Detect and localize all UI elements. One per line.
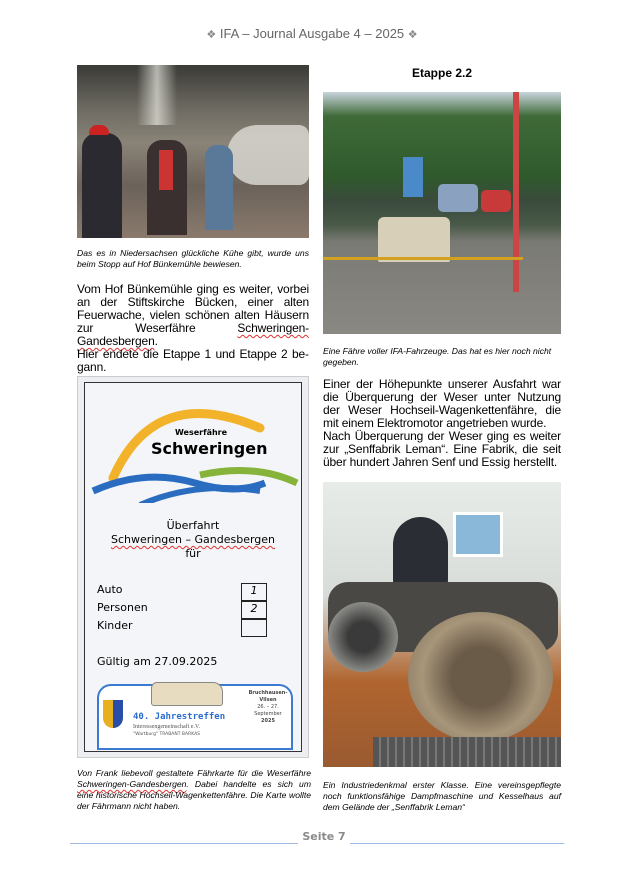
- diamond-ornament-icon: ❖: [206, 29, 217, 41]
- body-text-right: [323, 378, 561, 469]
- ferry-ticket-image: [77, 376, 309, 758]
- ticket-brand-small: Weserfähre: [175, 428, 228, 437]
- event-org: Interessengemeinschaft e.V.: [133, 724, 201, 730]
- journal-title: IFA – Journal Ausgabe 4 – 2025: [219, 26, 405, 41]
- ticket-brand-big: Schweringen: [151, 439, 268, 458]
- event-brands: "Wartburg" TRABANT BARKAS: [133, 732, 201, 737]
- ticket-row-box: 1: [241, 583, 267, 601]
- body-paragraph: Nach Überquerung der Weser ging es weiter zur „Senffabrik Leman“. Eine Fabrik, die seit über hundert Jahren Senf und Essig herstellt.: [323, 429, 561, 469]
- ticket-valid-date: Gültig am 27.09.2025: [97, 655, 218, 668]
- diamond-ornament-icon: ❖: [407, 29, 418, 41]
- ticket-row-label: Kinder: [97, 619, 133, 632]
- caption-text: Von Frank liebevoll gestaltete Fährkarte für die Weserfähre: [77, 768, 311, 778]
- body-text: Vom Hof Bünkemühle ging es weiter, vorbei an der Stiftskirche Bücken, einer alten Feuerwache, vielen schönen alten Häusern zur Weserfähre: [77, 282, 309, 335]
- caption-text: . Dabei handelte es sich um eine historische Hochseil-Wagenkettenfähre. Die Karte wollte der Fährmann nicht haben.: [77, 779, 311, 811]
- section-heading: Etappe 2.2: [411, 66, 473, 80]
- photo1-caption: Das es in Niedersachsen glückliche Kühe gibt, wurde uns beim Stopp auf Hof Bünkemühle bewiesen.: [77, 248, 309, 269]
- body-paragraph: [77, 283, 309, 348]
- body-text-left: [77, 283, 309, 374]
- photo-cow-barn: [77, 65, 309, 238]
- photo-steam-engine: [323, 482, 561, 767]
- ticket-route: [85, 519, 301, 561]
- event-badge: [97, 684, 293, 750]
- ticket-caption: [77, 768, 311, 812]
- photo-ferry: [323, 92, 561, 334]
- event-dates: 26. – 27. September: [254, 704, 282, 717]
- page-number: Seite 7: [302, 830, 346, 843]
- body-text: Hier endete die Etappe 1 und Etappe 2 begann.: [77, 347, 309, 374]
- coat-of-arms-icon: [103, 700, 123, 728]
- event-place-date: [245, 690, 291, 725]
- ticket-rows: [97, 583, 267, 637]
- ticket-row-box: [241, 619, 267, 637]
- place-name: Schweringen-Gandesbergen: [77, 779, 187, 789]
- footer-divider: [70, 843, 298, 844]
- photo2-caption: Eine Fähre voller IFA-Fahrzeuge. Das hat es hier noch nicht gegeben.: [323, 346, 552, 367]
- ticket-line: Überfahrt: [166, 519, 220, 532]
- event-place: Bruchhausen-Vilsen: [248, 690, 288, 703]
- trabant-car-icon: [151, 682, 223, 706]
- ticket-line: für: [185, 547, 201, 560]
- body-text: .: [154, 334, 158, 348]
- ticket-row-label: Auto: [97, 583, 123, 596]
- event-year: 2025: [261, 718, 275, 724]
- page-header: [0, 26, 624, 41]
- ticket-line: Schweringen – Gandesbergen: [110, 533, 276, 546]
- ticket-row-label: Personen: [97, 601, 148, 614]
- place-name: Schweringen-Gandesbergen: [77, 321, 309, 348]
- footer-divider: [350, 843, 564, 844]
- photo3-caption: Ein Industriedenkmal erster Klasse. Eine vereinsgepflegte noch funktionsfähige Dampfmaschine und Kesselhaus auf dem Gelände der „Senffabrik Leman“: [323, 780, 561, 812]
- body-paragraph: Einer der Höhepunkte unserer Ausfahrt war die Überquerung der Weser unter Nutzung der Weser Hochseil-Wagenkettenfähre, die mit einem Elektromotor angetrieben wurde.: [323, 377, 561, 430]
- event-title: 40. Jahrestreffen: [133, 712, 226, 722]
- ticket-row-box: 2: [241, 601, 267, 619]
